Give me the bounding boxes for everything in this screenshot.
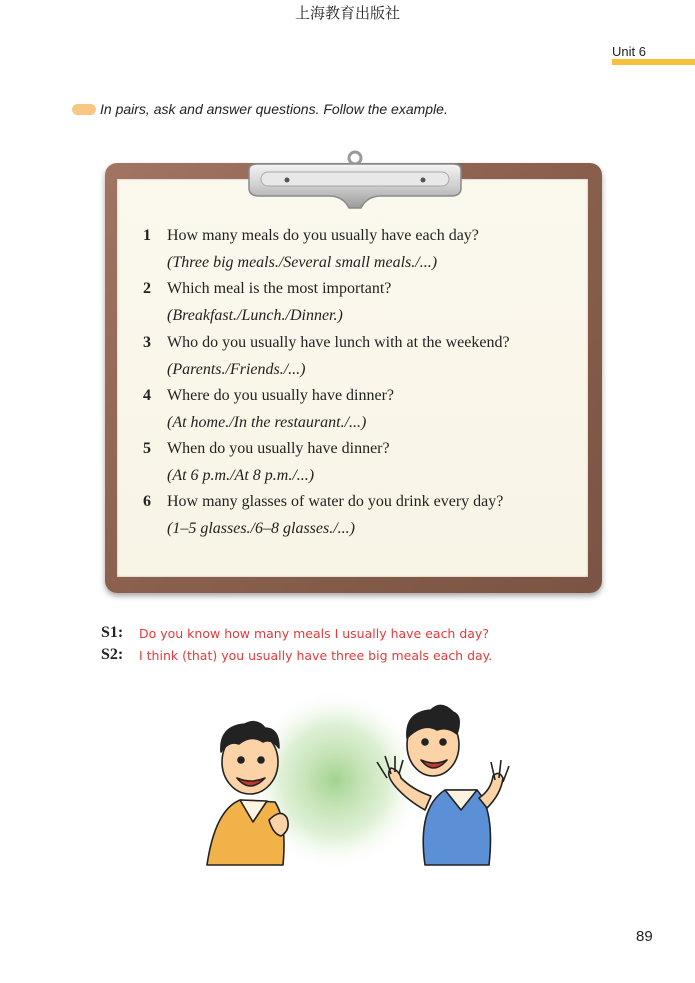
question-text: How many glasses of water do you drink every day? xyxy=(167,493,504,511)
question-item xyxy=(140,225,580,278)
speaker-label: S1: xyxy=(101,624,124,641)
question-answers: (Three big meals./Several small meals./...) xyxy=(167,254,438,271)
question-item xyxy=(140,385,580,438)
question-number: 3 xyxy=(143,333,151,351)
question-number: 2 xyxy=(143,280,151,298)
question-number: 6 xyxy=(143,493,151,511)
question-text: When do you usually have dinner? xyxy=(167,440,390,458)
speaker-utterance: Do you know how many meals I usually have each day? xyxy=(139,626,489,641)
two-boys-talking-illustration xyxy=(195,690,515,875)
clipboard-clip-icon xyxy=(243,150,467,212)
question-answers: (At 6 p.m./At 8 p.m./...) xyxy=(167,467,315,485)
unit-bar xyxy=(612,59,695,65)
publisher-header: 上海教育出版社 xyxy=(294,4,400,22)
question-text: How many meals do you usually have each day? xyxy=(167,227,479,244)
question-answers: (At home./In the restaurant./...) xyxy=(167,413,367,431)
question-item xyxy=(140,332,580,385)
question-text: Which meal is the most important? xyxy=(167,280,392,298)
question-answers: (1–5 glasses./6–8 glasses./...) xyxy=(167,520,355,538)
question-number: 4 xyxy=(143,386,151,404)
question-item xyxy=(140,278,580,331)
question-text: Who do you usually have lunch with at the weekend? xyxy=(167,333,510,351)
question-answers: (Breakfast./Lunch./Dinner.) xyxy=(167,307,343,325)
question-number: 1 xyxy=(143,227,151,244)
question-answers: (Parents./Friends./...) xyxy=(167,360,306,378)
question-text: Where do you usually have dinner? xyxy=(167,386,395,404)
unit-label: Unit 6 xyxy=(612,44,646,59)
question-list xyxy=(140,225,580,545)
question-item xyxy=(140,438,580,491)
question-item xyxy=(140,491,580,544)
speaker-label: S2: xyxy=(101,646,124,663)
speaker-utterance: I think (that) you usually have three big meals each day. xyxy=(139,648,493,663)
question-number: 5 xyxy=(143,440,151,458)
instruction-bullet xyxy=(72,104,96,115)
instruction-text: In pairs, ask and answer questions. Follow the example. xyxy=(100,101,448,117)
page-number: 89 xyxy=(636,928,653,945)
